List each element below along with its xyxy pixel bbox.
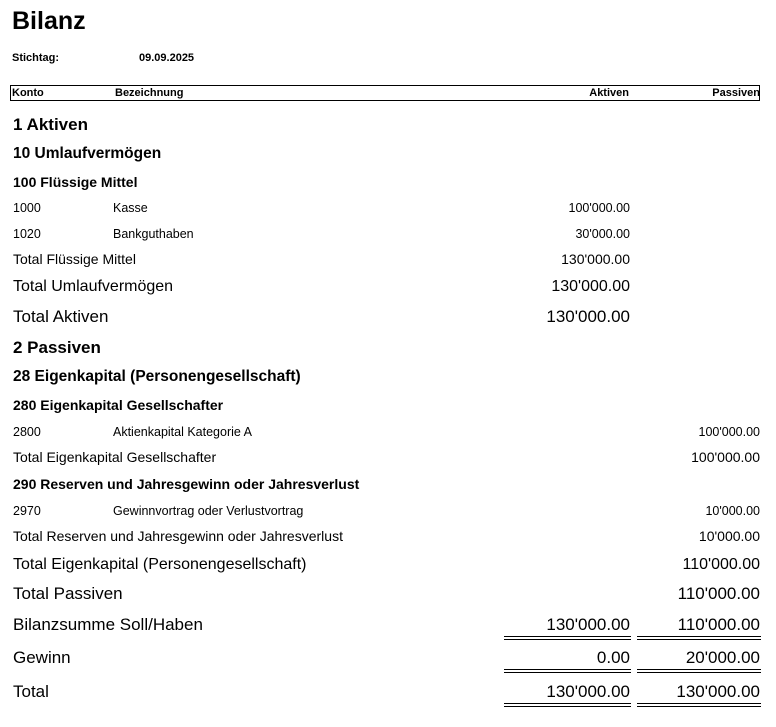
passiven-value: 10'000.00 — [698, 528, 760, 544]
double-underline — [637, 703, 761, 707]
aktiven-value: 130'000.00 — [551, 278, 630, 295]
column-header-passiven: Passiven — [712, 87, 760, 99]
subtotal-label: Total Reserven und Jahresgewinn oder Jahresverlust — [13, 528, 343, 544]
double-underline — [504, 703, 631, 707]
account-number: 2800 — [13, 425, 41, 439]
section-label: 2 Passiven — [13, 338, 101, 357]
account-number: 1000 — [13, 201, 41, 215]
stichtag-label: Stichtag: — [12, 52, 60, 64]
account-name: Bankguthaben — [113, 227, 194, 241]
passiven-value: 130'000.00 — [676, 682, 760, 701]
aktiven-value: 130'000.00 — [546, 615, 630, 634]
aktiven-value: 30'000.00 — [575, 227, 630, 241]
profit-label: Gewinn — [13, 648, 71, 667]
double-underline — [637, 669, 761, 673]
passiven-value: 110'000.00 — [677, 584, 760, 603]
group-total-label: Total Eigenkapital (Personengesellschaft) — [13, 556, 307, 573]
group-total-label: Total Umlaufvermögen — [13, 278, 174, 295]
passiven-value: 100'000.00 — [698, 425, 760, 439]
aktiven-value: 130'000.00 — [546, 307, 630, 326]
column-header-konto: Konto — [12, 87, 44, 99]
aktiven-value: 0.00 — [596, 648, 630, 667]
account-name: Gewinnvortrag oder Verlustvortrag — [113, 504, 304, 518]
grand-total-label: Total — [13, 682, 49, 701]
double-underline — [504, 636, 631, 640]
passiven-value: 10'000.00 — [705, 504, 760, 518]
aktiven-value: 130'000.00 — [546, 682, 630, 701]
aktiven-value: 130'000.00 — [561, 251, 630, 267]
subgroup-label: 280 Eigenkapital Gesellschafter — [13, 397, 224, 413]
balance-sum-label: Bilanzsumme Soll/Haben — [13, 615, 203, 634]
stichtag-value: 09.09.2025 — [139, 52, 195, 64]
account-number: 1020 — [13, 227, 41, 241]
passiven-value: 110'000.00 — [682, 556, 760, 573]
aktiven-value: 100'000.00 — [568, 201, 630, 215]
passiven-value: 20'000.00 — [685, 648, 760, 667]
passiven-value: 100'000.00 — [691, 449, 760, 465]
section-total-label: Total Passiven — [13, 584, 123, 603]
account-number: 2970 — [13, 504, 41, 518]
account-name: Kasse — [113, 201, 148, 215]
double-underline — [637, 636, 761, 640]
group-label: 10 Umlaufvermögen — [13, 145, 162, 162]
group-label: 28 Eigenkapital (Personengesellschaft) — [13, 368, 301, 385]
subtotal-label: Total Flüssige Mittel — [13, 251, 136, 267]
account-name: Aktienkapital Kategorie A — [113, 425, 252, 439]
column-header-aktiven: Aktiven — [589, 87, 629, 99]
section-total-label: Total Aktiven — [13, 307, 109, 326]
subgroup-label: 290 Reserven und Jahresgewinn oder Jahresverlust — [13, 476, 360, 492]
section-label: 1 Aktiven — [13, 115, 88, 134]
subgroup-label: 100 Flüssige Mittel — [13, 174, 138, 190]
column-header-bezeichnung: Bezeichnung — [115, 87, 184, 99]
subtotal-label: Total Eigenkapital Gesellschafter — [13, 449, 217, 465]
double-underline — [504, 669, 631, 673]
page-title: Bilanz — [12, 7, 86, 35]
passiven-value: 110'000.00 — [677, 615, 760, 634]
